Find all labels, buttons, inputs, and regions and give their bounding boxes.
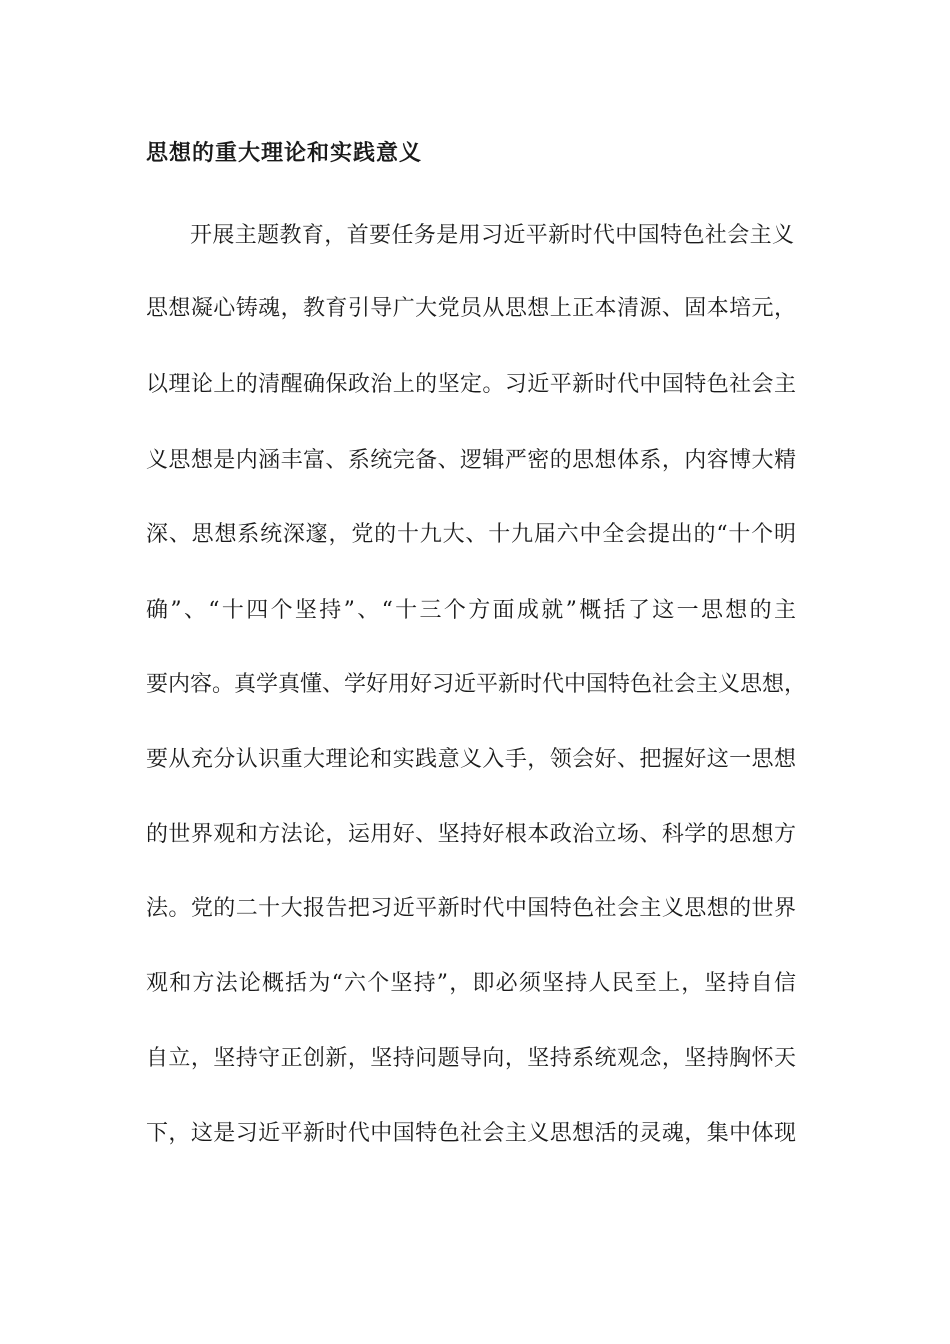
paragraph-line: 的世界观和方法论，运用好、坚持好根本政治立场、科学的思想方	[146, 822, 796, 847]
paragraph-line: 法。党的二十大报告把习近平新时代中国特色社会主义思想的世界	[146, 896, 796, 921]
paragraph-line: 下，这是习近平新时代中国特色社会主义思想活的灵魂，集中体现	[146, 1121, 796, 1146]
paragraph-line: 深、思想系统深邃，党的十九大、十九届六中全会提出的“十个明	[146, 522, 796, 547]
paragraph-line: 开展主题教育，首要任务是用习近平新时代中国特色社会主义	[190, 223, 794, 248]
paragraph-line: 思想凝心铸魂，教育引导广大党员从思想上正本清源、固本培元，	[146, 296, 796, 321]
paragraph-line: 要从充分认识重大理论和实践意义入手，领会好、把握好这一思想	[146, 747, 796, 772]
paragraph-line: 观和方法论概括为“六个坚持”，即必须坚持人民至上，坚持自信	[146, 971, 796, 996]
section-heading: 思想的重大理论和实践意义	[146, 140, 423, 166]
paragraph-line: 要内容。真学真懂、学好用好习近平新时代中国特色社会主义思想，	[146, 672, 807, 697]
paragraph-line: 以理论上的清醒确保政治上的坚定。习近平新时代中国特色社会主	[146, 372, 796, 397]
paragraph-line: 义思想是内涵丰富、系统完备、逻辑严密的思想体系，内容博大精	[146, 448, 796, 473]
paragraph-line: 自立，坚持守正创新，坚持问题导向，坚持系统观念，坚持胸怀天	[146, 1046, 796, 1071]
paragraph-line: 确”、“十四个坚持”、“十三个方面成就”概括了这一思想的主	[146, 598, 796, 623]
